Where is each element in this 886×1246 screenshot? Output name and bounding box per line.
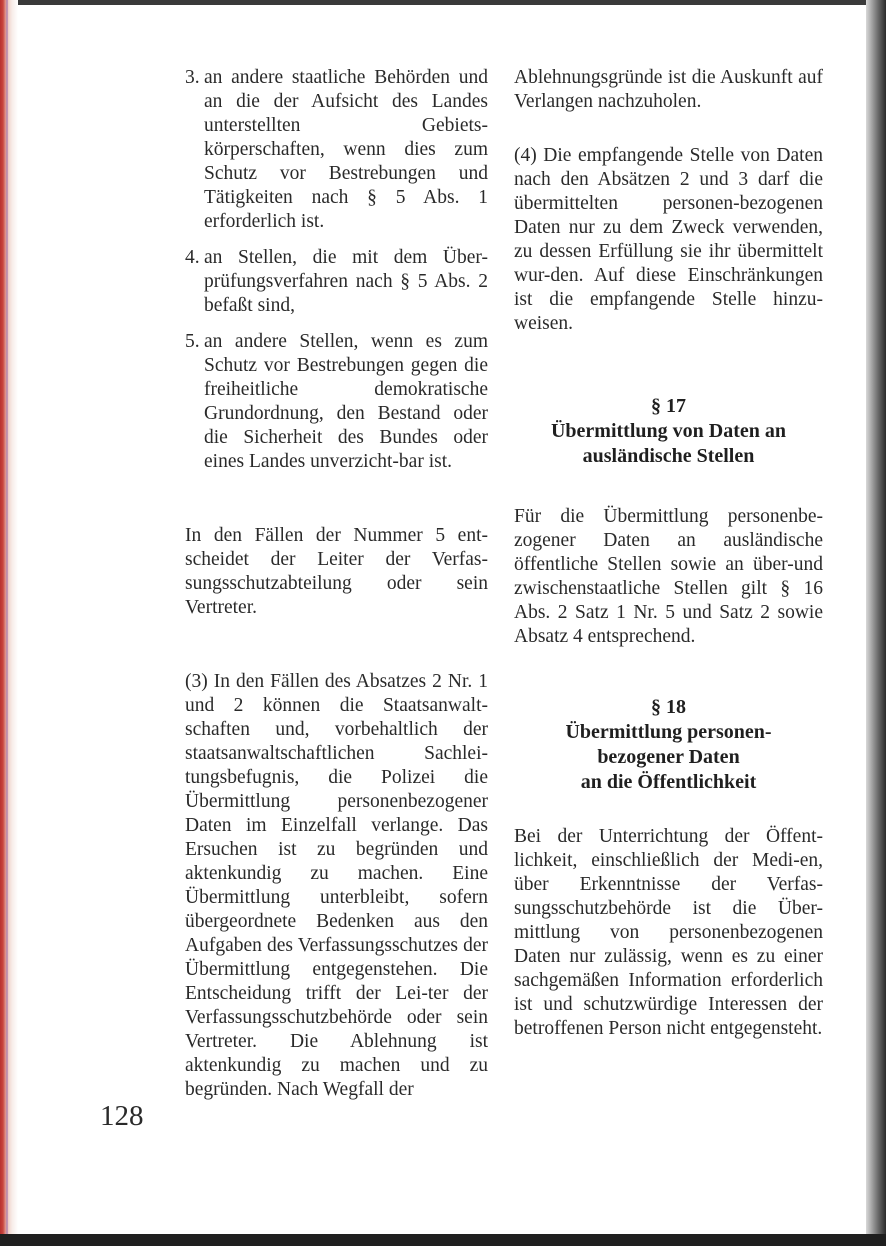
list-item-number: 5. [185,331,200,352]
scan-top-edge [0,0,886,5]
list-item-number: 3. [185,67,200,88]
left-column [185,66,488,1102]
section-17-heading [514,394,823,469]
section-number: § 17 [651,395,686,417]
paragraph-section-17: Für die Übermittlung personenbe-zogener Daten an ausländische öffentliche Stellen sowie an über-und zwischenstaatliche Stellen gilt § 16 Abs. 2 Satz 1 Nr. 5 und Satz 2 sowie Absatz 4 entsprechend. [514,506,823,647]
list-item-text: an andere Stellen, wenn es zum Schutz vor Bestrebungen gegen die freiheitliche demokratische Grundordnung, den Bestand oder die Sicherheit des Bundes oder eines Landes unverzicht-bar ist. [204,331,488,472]
list-item [185,246,488,318]
page-right-shadow [866,0,886,1246]
list-item-text: an Stellen, die mit dem Über-prüfungsverfahren nach § 5 Abs. 2 befaßt sind, [204,247,488,316]
scan-bottom-edge [0,1234,886,1246]
list-item [185,66,488,234]
list-item-text: an andere staatliche Behörden und an die der Aufsicht des Landes unterstellten Gebiets-körperschaften, wenn dies zum Schutz vor Bestrebungen und Tätigkeiten nach § 5 Abs. 1 erforderlich ist. [204,67,488,232]
paragraph-absatz-3: (3) In den Fällen des Absatzes 2 Nr. 1 und 2 können die Staatsanwalt-schaften und, vorbehaltlich der staatsanwaltschaftlichen Sachlei-tungsbefugnis, die Polizei die Übermittlung personenbezogener Daten im Einzelfall verlange. Das Ersuchen ist zu begründen und aktenkundig zu machen. Eine Übermittlung unterbleibt, sofern übergeordnete Bedenken aus den Aufgaben des Verfassungsschutzes der Übermittlung entgegenstehen. Die Entscheidung trifft der Lei-ter der Verfassungsschutzbehörde oder sein Vertreter. Die Ablehnung ist aktenkundig zu machen und zu begründen. Nach Wegfall der [185,671,488,1100]
section-18-heading [514,695,823,795]
list-item-number: 4. [185,247,200,268]
right-column [514,66,823,1041]
page-left-edge [0,0,18,1246]
section-title: an die Öffentlichkeit [580,771,757,793]
page-left-edge-stripe [6,0,8,1246]
paragraph-absatz-4: (4) Die empfangende Stelle von Daten nach den Absätzen 2 und 3 darf die übermittelten personen-bezogenen Daten nur zu dem Zweck verwenden, zu dessen Erfüllung sie ihr übermittelt wur-den. Auf diese Einschränkungen ist die empfangende Stelle hinzu-weisen. [514,145,823,334]
section-number: § 18 [651,696,686,718]
paragraph-nummer-5: In den Fällen der Nummer 5 ent-scheidet der Leiter der Verfas-sungsschutzabteilung oder sein Vertreter. [185,525,488,618]
section-title: ausländische Stellen [582,445,755,467]
paragraph-continued: Ablehnungsgründe ist die Auskunft auf Verlangen nachzuholen. [514,67,823,112]
section-title: Übermittlung von Daten an [550,420,786,442]
section-title: Übermittlung personen- [565,721,772,743]
page-number: 128 [100,1100,144,1132]
paragraph-section-18: Bei der Unterrichtung der Öffent-lichkeit, einschließlich der Medi-en, über Erkenntnisse der Verfas-sungsschutzbehörde ist die Über-mittlung von personenbezogenen Daten nur zulässig, wenn es zu einer sachgemäßen Information erforderlich ist und schutzwürdige Interessen der betroffenen Person nicht entgegensteht. [514,826,823,1039]
section-title: bezogener Daten [597,746,740,768]
list-item [185,330,488,474]
